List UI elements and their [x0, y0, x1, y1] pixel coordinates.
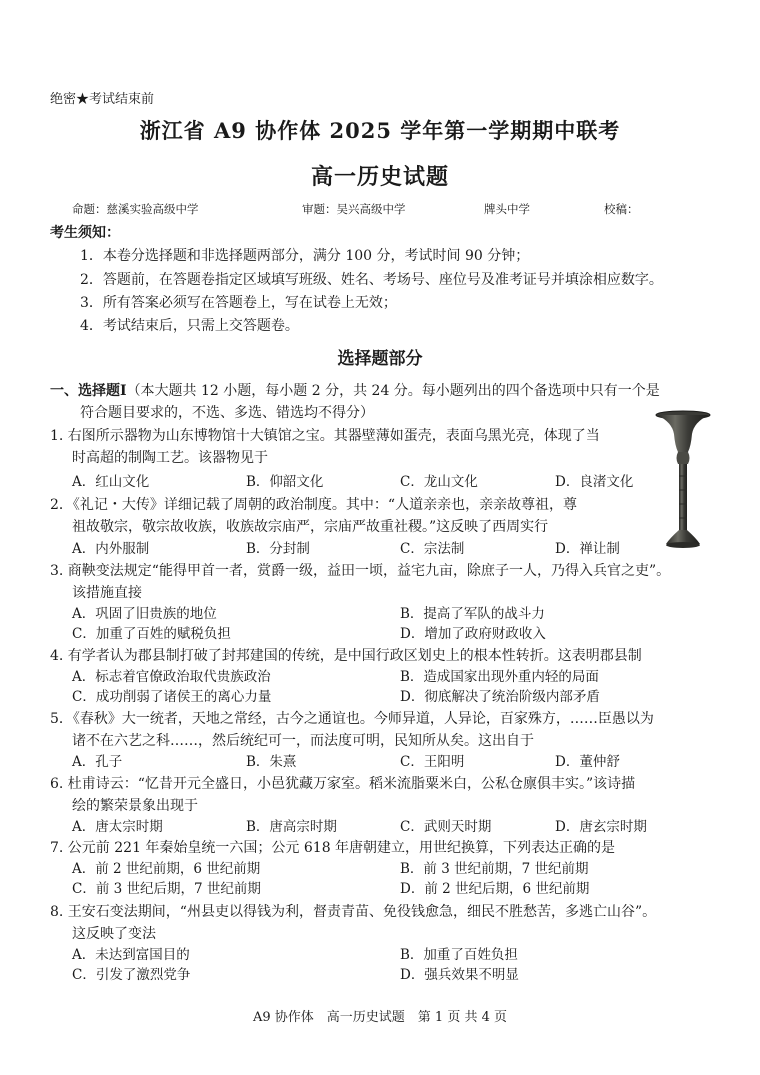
notice-item: 1．本卷分选择题和非选择题两部分，满分 100 分，考试时间 90 分钟；	[80, 248, 530, 264]
question-2-stem: 2．《礼记・大传》详细记载了周朝的政治制度。其中：“人道亲亲也，亲亲故尊祖，尊	[50, 497, 578, 513]
section-title: 选择题部分	[337, 349, 423, 369]
question-4-option-d: D．彻底解决了统治阶级内部矛盾	[400, 689, 600, 705]
page-footer: A9 协作体 高一历史试题 第 1 页 共 4 页	[253, 1010, 507, 1025]
question-8-option-b: B．加重了百姓负担	[400, 947, 518, 963]
question-5-option-a: A．孔子	[72, 754, 123, 770]
question-5-stem-cont: 诸不在六艺之科……，然后统纪可一，而法度可明，民知所从矣。这出自于	[72, 733, 534, 749]
question-7-option-d: D．前 2 世纪后期，6 世纪前期	[400, 881, 590, 897]
question-3-option-c: C．加重了百姓的赋税负担	[72, 626, 231, 642]
question-2-option-c: C．宗法制	[400, 541, 465, 557]
credit-school: 牌头中学	[484, 202, 530, 216]
question-2-option-d: D．禅让制	[555, 541, 620, 557]
question-4-stem: 4. 有学者认为郡县制打破了封邦建国的传统，是中国行政区划史上的根本性转折。这表明郡县制	[50, 648, 642, 664]
question-7-option-a: A．前 2 世纪前期，6 世纪前期	[72, 861, 261, 877]
question-1-option-c: C．龙山文化	[400, 474, 478, 490]
question-3-option-b: B．提高了军队的战斗力	[400, 606, 545, 622]
question-7-option-b: B．前 3 世纪前期，7 世纪前期	[400, 861, 589, 877]
exam-title: 浙江省 A9 协作体 2025 学年第一学期期中联考	[139, 118, 621, 143]
notice-heading: 考生须知：	[50, 225, 120, 241]
question-3-stem: 3. 商鞅变法规定“能得甲首一者，赏爵一级，益田一顷，益宅九亩，除庶子一人，乃得入兵官之吏”。	[50, 563, 671, 579]
question-8-option-c: C．引发了激烈党争	[72, 967, 191, 983]
question-3-stem-cont: 该措施直接	[72, 585, 142, 601]
confidential-label: 绝密★考试结束前	[50, 92, 155, 107]
question-1-stem: 1. 右图所示器物为山东博物馆十大镇馆之宝。其器壁薄如蛋壳，表面乌黑光亮，体现了当	[50, 428, 600, 444]
credit-reviewer: 审题：吴兴高级中学	[302, 202, 406, 216]
question-5-stem: 5．《春秋》大一统者，天地之常经，古今之通谊也。今师异道，人异论，百家殊方，……臣愚以为	[50, 711, 654, 727]
section-intro-continued: 符合题目要求的，不选、多选、错选均不得分）	[80, 405, 374, 421]
exam-subtitle: 高一历史试题	[310, 164, 449, 190]
question-7-option-c: C．前 3 世纪后期，7 世纪前期	[72, 881, 261, 897]
question-1-stem-cont: 时高超的制陶工艺。该器物见于	[72, 450, 268, 466]
section-intro	[50, 381, 660, 401]
question-8-stem: 8. 王安石变法期间，“州县吏以得钱为利，督责青苗、免役钱愈急，细民不胜愁苦，多逃亡山谷”。	[50, 904, 657, 920]
question-8-option-d: D．强兵效果不明显	[400, 967, 519, 983]
question-2-stem-cont: 祖故敬宗，敬宗故收族，收族故宗庙严，宗庙严故重社稷。”这反映了西周实行	[72, 519, 549, 535]
question-1-option-b: B．仰韶文化	[246, 474, 324, 490]
notice-item: 3．所有答案必须写在答题卷上，写在试卷上无效；	[80, 295, 397, 311]
question-1-option-d: D．良渚文化	[555, 474, 634, 490]
credit-proofreader: 校稿：	[604, 202, 639, 216]
question-8-stem-cont: 这反映了变法	[72, 926, 156, 942]
notice-item: 2．答题前，在答题卷指定区域填写班级、姓名、考场号、座位号及准考证号并填涂相应数字。	[80, 272, 663, 288]
question-1-option-a: A．红山文化	[72, 474, 150, 490]
question-4-option-c: C．成功削弱了诸侯王的离心力量	[72, 689, 272, 705]
question-2-option-b: B．分封制	[246, 541, 310, 557]
question-6-option-a: A．唐太宗时期	[72, 819, 163, 835]
question-5-option-b: B．朱熹	[246, 754, 297, 770]
question-4-option-a: A．标志着官僚政治取代贵族政治	[72, 669, 271, 685]
question-6-option-c: C．武则天时期	[400, 819, 492, 835]
question-6-option-b: B．唐高宗时期	[246, 819, 337, 835]
question-5-option-d: D．董仲舒	[555, 754, 620, 770]
question-6-stem: 6. 杜甫诗云：“忆昔开元全盛日，小邑犹藏万家室。稻米流脂粟米白，公私仓廪俱丰实。”该诗描	[50, 776, 636, 792]
question-8-option-a: A．未达到富国目的	[72, 947, 190, 963]
question-2-option-a: A．内外服制	[72, 541, 150, 557]
question-4-option-b: B．造成国家出现外重内轻的局面	[400, 669, 599, 685]
black-pottery-cup-image	[654, 410, 712, 550]
section-intro-label: 一、选择题Ⅰ	[50, 383, 127, 399]
section-intro-text: （本大题共 12 小题，每小题 2 分，共 24 分。每小题列出的四个备选项中只有一个是	[126, 383, 660, 399]
question-3-option-d: D．增加了政府财政收入	[400, 626, 546, 642]
credit-author: 命题：慈溪实验高级中学	[72, 202, 199, 216]
question-6-option-d: D．唐玄宗时期	[555, 819, 647, 835]
notice-item: 4．考试结束后，只需上交答题卷。	[80, 318, 299, 334]
question-7-stem: 7. 公元前 221 年秦始皇统一六国；公元 618 年唐朝建立，用世纪换算，下列表达正确的是	[50, 840, 616, 856]
question-5-option-c: C．王阳明	[400, 754, 465, 770]
question-3-option-a: A．巩固了旧贵族的地位	[72, 606, 217, 622]
question-6-stem-cont: 绘的繁荣景象出现于	[72, 798, 198, 814]
